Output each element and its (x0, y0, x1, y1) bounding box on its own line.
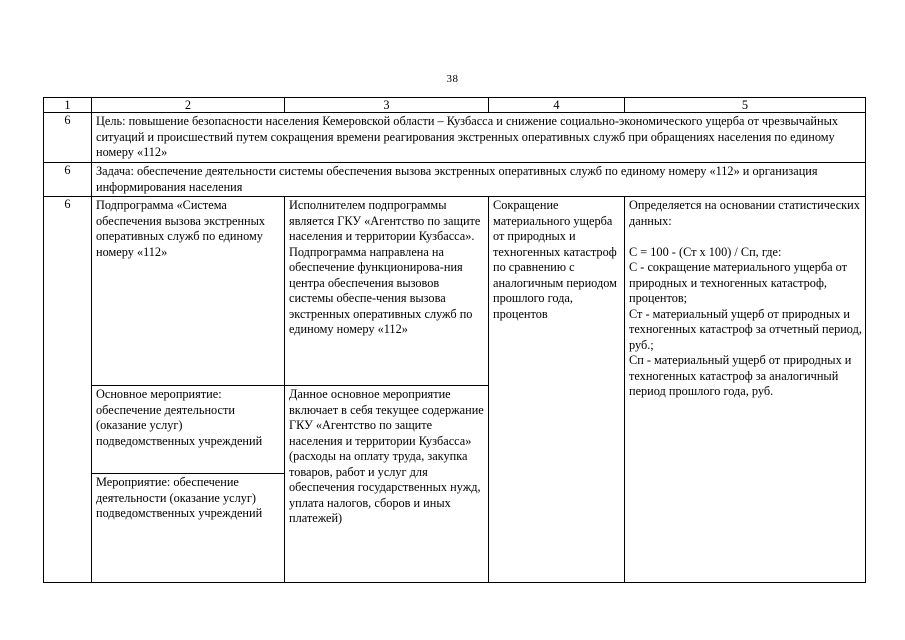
page-number: 38 (446, 73, 459, 85)
task-text: Задача: обеспечение деятельности системы обеспечения вызова экстренных оперативных служб по единому номеру «112» и организация информирования населения (92, 163, 866, 197)
program-table (43, 97, 866, 583)
activity-name: Мероприятие: обеспечение деятельности (оказание услуг) подведомственных учреждений (92, 474, 285, 583)
row-number: 6 (44, 163, 92, 197)
main-activity-description: Данное основное мероприятие включает в себя текущее содержание ГКУ «Агентство по защите населения и территории Кузбасса» (расходы на оплату труда, закупка товаров, работ и услуг для обеспечения государственных нужд, уплата налогов, сборов и иных платежей) (285, 386, 489, 583)
main-activity-name: Основное мероприятие: обеспечение деятельности (оказание услуг) подведомственных учреждений (92, 386, 285, 474)
task-row (44, 163, 866, 197)
header-cell-5: 5 (625, 98, 866, 113)
row-number: 6 (44, 197, 92, 583)
header-row (44, 98, 866, 113)
method-cell: Определяется на основании статистических данных: С = 100 - (Ст х 100) / Сп, где: С - сокращение материального ущерба от природных и техногенных катастроф, процентов; Ст - материальный ущерб от природных и техногенных катастроф за отчетный период, руб.; Сп - материальный ущерб от природных и техногенных катастроф за аналогичный период прошлого года, руб. (625, 197, 866, 583)
row-number: 6 (44, 113, 92, 163)
header-cell-3: 3 (285, 98, 489, 113)
subprogram-name: Подпрограмма «Система обеспечения вызова экстренных оперативных служб по единому номеру «112» (92, 197, 285, 386)
goal-text: Цель: повышение безопасности населения Кемеровской области – Кузбасса и снижение социально-экономического ущерба от чрезвычайных ситуаций и происшествий путем сокращения времени реагирования экстренных оперативных служб при обращениях населения по единому номеру «112» (92, 113, 866, 163)
header-cell-1: 1 (44, 98, 92, 113)
header-cell-4: 4 (489, 98, 625, 113)
indicator-cell: Сокращение материального ущерба от природных и техногенных катастроф по сравнению с аналогичным периодом прошлого года, процентов (489, 197, 625, 583)
goal-row (44, 113, 866, 163)
subprogram-row (44, 197, 866, 386)
subprogram-description: Исполнителем подпрограммы является ГКУ «Агентство по защите населения и территории Кузбасса». Подпрограмма направлена на обеспечение функционирова-ния центра обеспечения вызовов системы обеспе-чения вызова экстренных оперативных служб по единому номеру «112» (285, 197, 489, 386)
header-cell-2: 2 (92, 98, 285, 113)
